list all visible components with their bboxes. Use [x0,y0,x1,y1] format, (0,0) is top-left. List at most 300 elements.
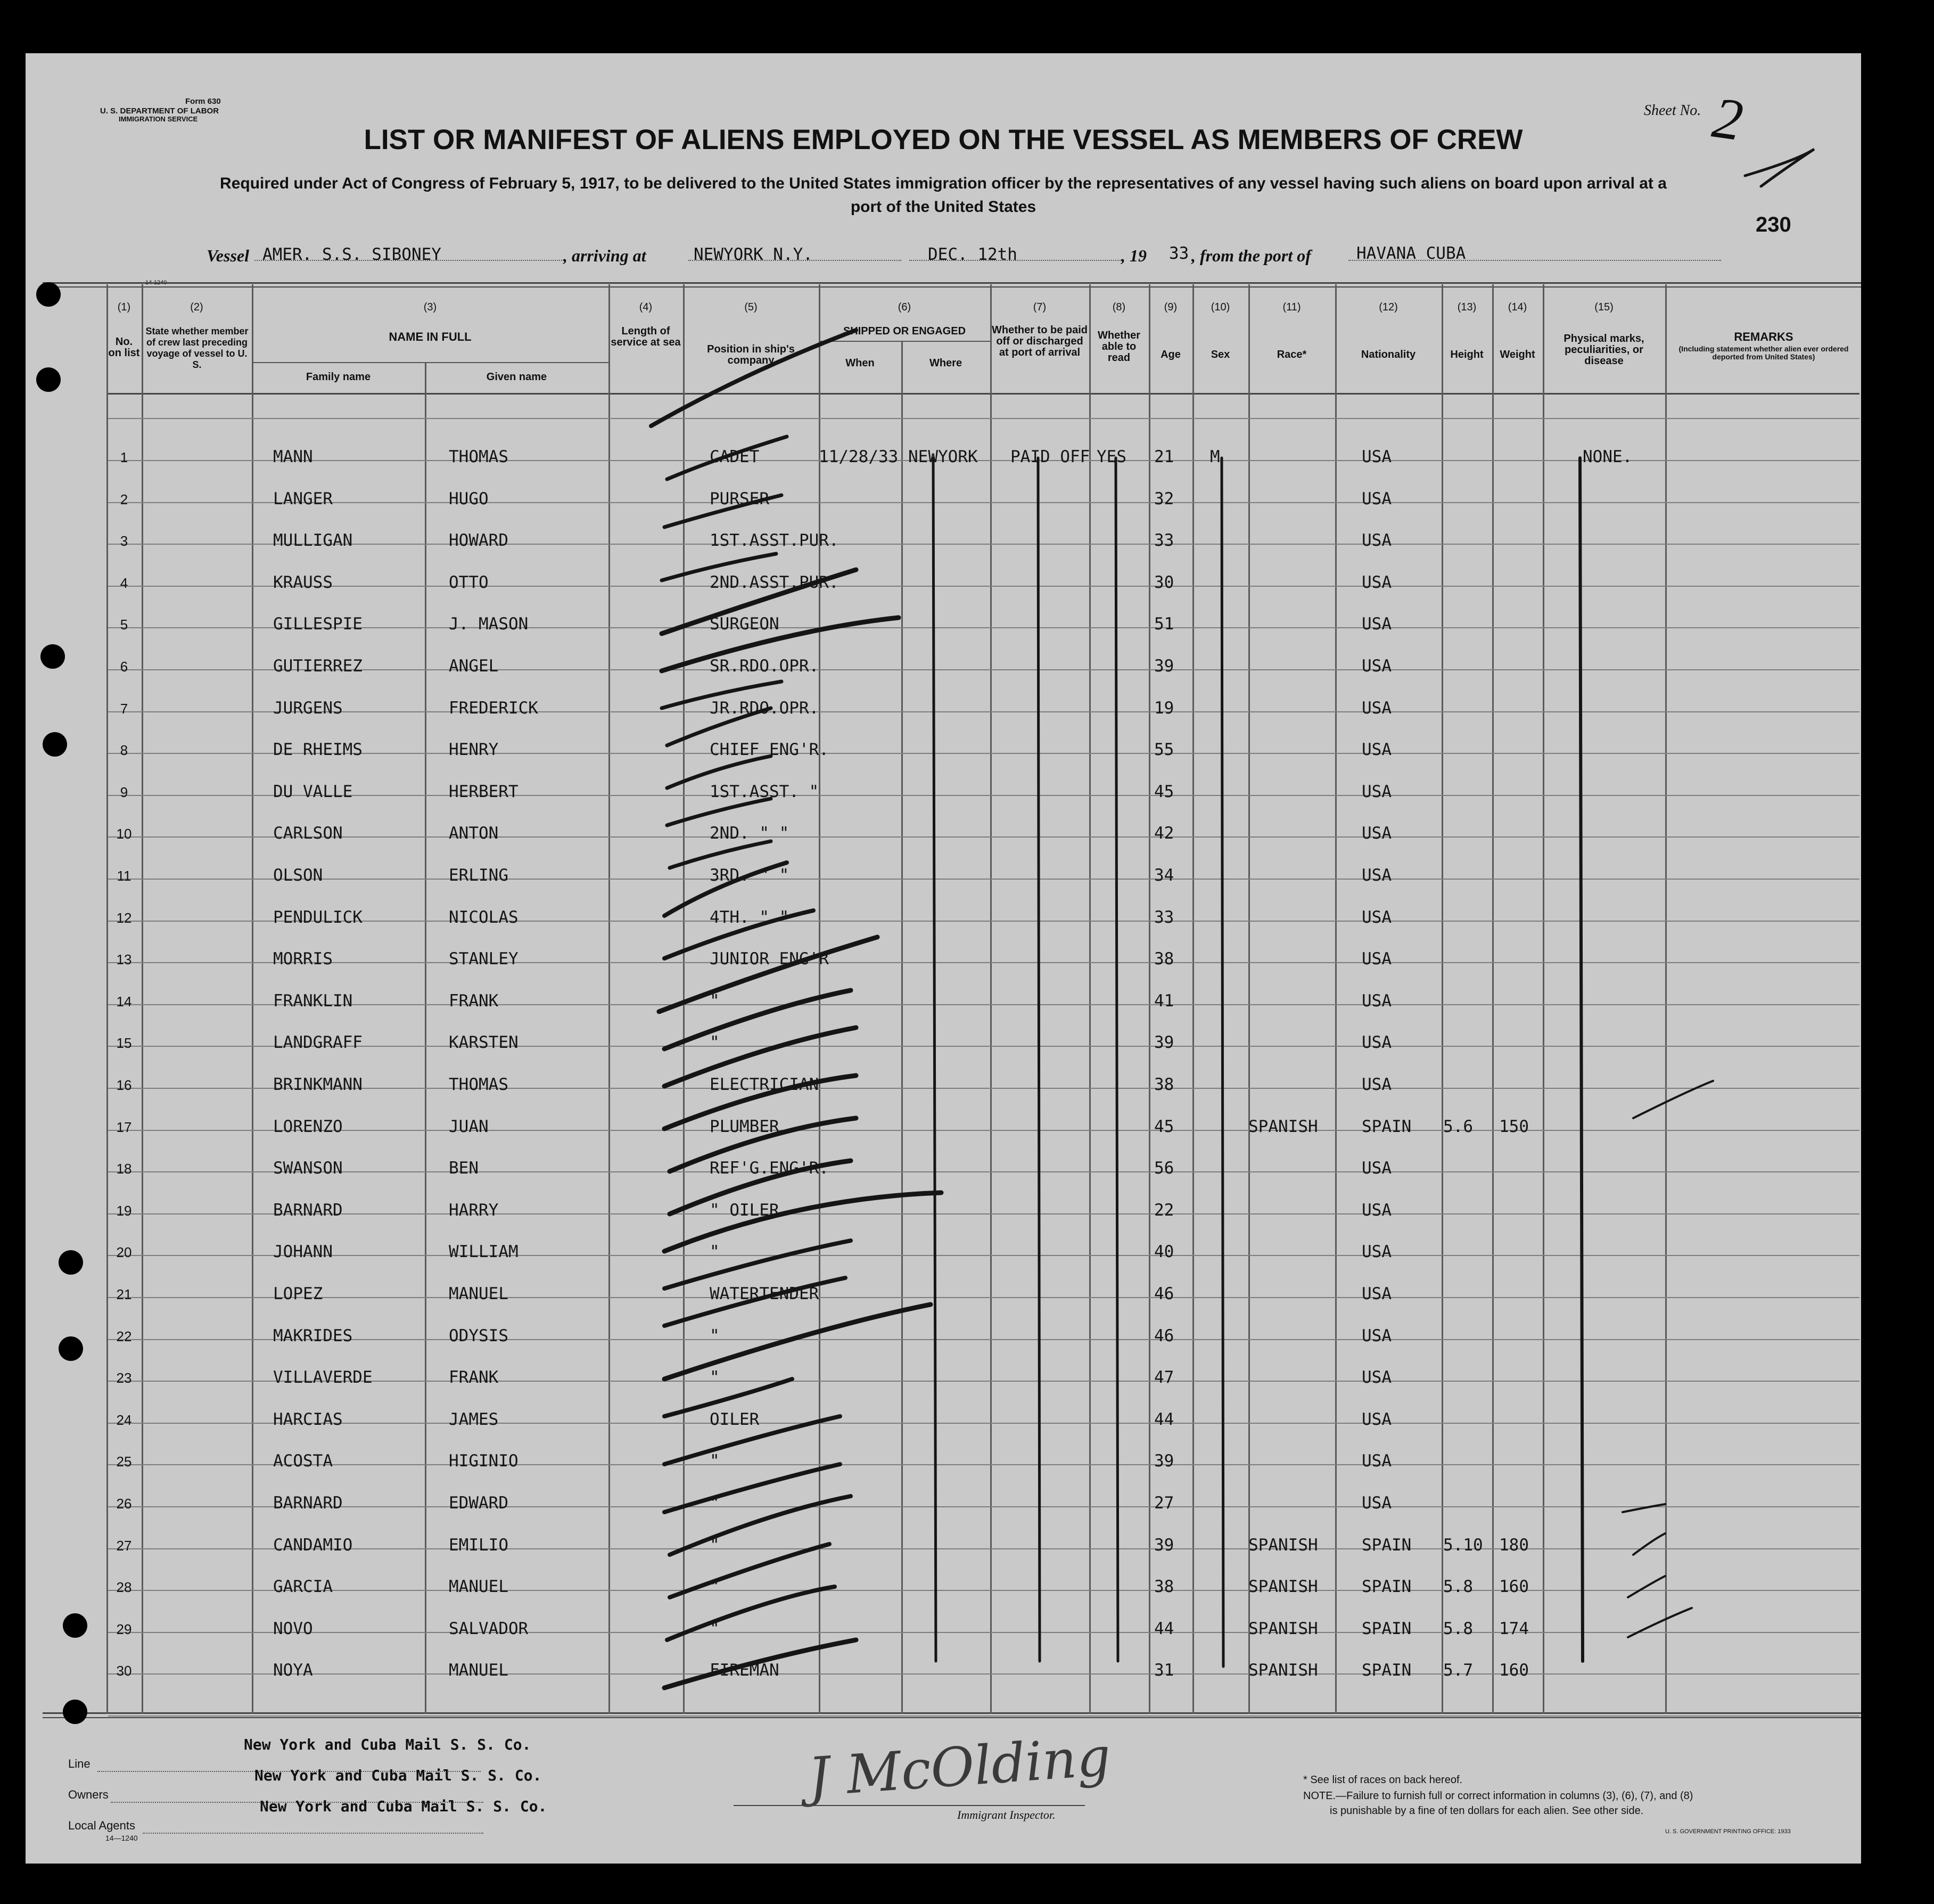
weight-cell: 160 [1499,1661,1529,1680]
col-num-11: (11) [1282,301,1301,313]
binder-hole [36,367,61,392]
age-cell: 27 [1154,1493,1174,1513]
position-cell: CADET [710,447,760,466]
ditto-stroke-read [1116,458,1118,1661]
row-number: 3 [120,533,128,549]
nationality-cell: USA [1362,949,1392,969]
penalty-note-1: NOTE.—Failure to furnish full or correct information in columns (3), (6), (7), and (8) [1303,1790,1693,1802]
header-given-name: Given name [486,371,547,383]
given-name-cell: BEN [449,1159,479,1178]
header-position: Position in ship's company [707,343,795,366]
given-name-cell: JAMES [449,1410,499,1429]
check-stroke [667,799,771,825]
agents-underline [143,1833,483,1834]
remark-tick [1633,1081,1713,1118]
given-name-cell: J. MASON [449,614,529,634]
header-weight: Weight [1500,349,1535,360]
family-name-cell: GARCIA [273,1577,333,1596]
check-stroke [670,1544,829,1597]
row-number: 6 [120,659,128,675]
nationality-cell: USA [1362,1242,1392,1261]
family-name-cell: FRANKLIN [273,991,353,1011]
position-cell: WATERTENDER [710,1284,819,1303]
col-num-13: (13) [1457,301,1477,313]
family-name-cell: BRINKMANN [273,1075,363,1094]
height-cell: 5.10 [1443,1536,1483,1555]
check-stroke [664,1416,840,1464]
check-stroke [662,570,856,634]
family-name-cell: OLSON [273,866,323,885]
nationality-cell: USA [1362,656,1392,676]
nationality-cell: USA [1362,1410,1392,1429]
binder-hole [63,1613,87,1638]
remark-tick [1628,1576,1665,1597]
position-cell: JR.RDO.OPR. [710,699,819,718]
header-height: Height [1450,349,1484,360]
binder-hole [36,282,61,307]
age-cell: 47 [1154,1368,1174,1387]
nationality-cell: USA [1362,489,1392,508]
given-name-cell: SALVADOR [449,1619,529,1638]
row-number: 22 [116,1328,132,1344]
row-number: 24 [116,1412,132,1428]
nationality-cell: USA [1362,1201,1392,1220]
printer-imprint: U. S. GOVERNMENT PRINTING OFFICE: 1933 [1665,1828,1791,1835]
age-cell: 19 [1154,699,1174,718]
line-label: Line [68,1757,90,1770]
position-cell: PLUMBER [710,1117,779,1136]
header-name-in-full: NAME IN FULL [389,330,472,343]
given-name-cell: THOMAS [449,447,508,466]
able-to-read-cell: YES [1097,447,1126,466]
page-stamp-number: 230 [1756,213,1791,236]
from-port-label: , from the port of [1191,246,1311,265]
row-number: 30 [116,1663,132,1679]
paid-off-cell: PAID OFF [1010,447,1090,466]
col-num-14: (14) [1508,301,1527,313]
age-cell: 39 [1154,1451,1174,1471]
nationality-cell: USA [1362,1033,1392,1052]
family-name-cell: LANDGRAFF [273,1033,363,1052]
agents-form-code: 14—1240 [105,1834,138,1842]
row-number: 21 [116,1286,132,1302]
col-num-10: (10) [1211,301,1230,313]
family-name-cell: GILLESPIE [273,614,363,634]
col-num-8: (8) [1112,301,1126,313]
sheet-number-handwritten: 2 [1708,84,1747,153]
nationality-cell: USA [1362,1159,1392,1178]
age-cell: 33 [1154,531,1174,550]
col-num-15: (15) [1594,301,1614,313]
family-name-cell: LANGER [273,489,333,508]
row-number: 11 [117,868,131,884]
header-race: Race* [1277,349,1307,360]
given-name-cell: FRANK [449,1368,499,1387]
position-cell: REF'G.ENG'R. [710,1159,829,1178]
given-name-cell: MANUEL [449,1284,508,1303]
position-cell: JUNIOR ENG'R [710,949,829,969]
age-cell: 39 [1154,1033,1174,1052]
check-stroke [664,863,787,916]
row-number: 18 [116,1161,132,1177]
check-stroke [667,708,771,745]
vessel-name: AMER. S.S. SIBONEY [262,245,441,264]
age-cell: 38 [1154,1075,1174,1094]
header-nationality: Nationality [1361,349,1416,360]
nationality-cell: USA [1362,908,1392,927]
nationality-cell: USA [1362,1075,1392,1094]
check-stroke [667,756,771,788]
row-number: 23 [116,1370,132,1386]
position-cell: " [710,1326,720,1345]
binder-hole [43,732,67,757]
race-cell: SPANISH [1248,1619,1318,1638]
inspector-signature: J McOlding [806,1725,1113,1809]
header-when: When [845,357,875,369]
given-name-cell: OTTO [449,573,489,592]
given-name-cell: ERLING [449,866,508,885]
age-cell: 51 [1154,614,1174,634]
position-cell: FIREMAN [710,1661,779,1680]
header-remarks-note: (Including statement whether alien ever ordered deported from United States) [1678,344,1849,361]
position-cell: OILER [710,1410,760,1429]
family-name-cell: VILLAVERDE [273,1368,373,1387]
col-num-7: (7) [1033,301,1047,313]
age-cell: 39 [1154,1536,1174,1555]
nationality-cell: USA [1362,573,1392,592]
when-cell: 11/28/33 [819,447,899,466]
nationality-cell: USA [1362,991,1392,1011]
where-cell: NEWYORK [908,447,978,466]
nationality-cell: SPAIN [1362,1117,1412,1136]
age-cell: 31 [1154,1661,1174,1680]
given-name-cell: FRANK [449,991,499,1011]
family-name-cell: NOYA [273,1661,313,1680]
header-family-name: Family name [306,371,371,383]
statute-line-2: port of the United States [850,198,1036,216]
row-number: 29 [116,1621,132,1637]
position-cell: " OILER [710,1201,779,1220]
check-stroke [662,618,899,671]
header-able-to-read: Whether able to read [1098,330,1140,364]
row-number: 19 [116,1203,132,1219]
age-cell: 42 [1154,824,1174,843]
penalty-note-2: is punishable by a fine of ten dollars for each alien. See other side. [1330,1805,1644,1817]
check-stroke [664,910,813,958]
nationality-cell: USA [1362,614,1392,634]
check-stroke [670,841,771,868]
row-number: 25 [116,1454,132,1470]
position-cell: " [710,1577,720,1596]
weight-cell: 180 [1499,1536,1529,1555]
position-cell: " [710,1368,720,1387]
nationality-cell: USA [1362,1284,1392,1303]
family-name-cell: JOHANN [273,1242,333,1261]
agents-label: Local Agents [68,1819,135,1832]
check-stroke [667,1587,835,1640]
arrival-year: 33 [1169,244,1189,263]
row-number: 16 [116,1077,132,1093]
check-stroke [664,495,781,527]
given-name-cell: THOMAS [449,1075,508,1094]
check-stroke [651,330,856,426]
remark-tick [1633,1533,1665,1555]
height-cell: 5.8 [1443,1619,1473,1638]
race-cell: SPANISH [1248,1577,1318,1596]
given-name-cell: ODYSIS [449,1326,508,1345]
sheet-number-flourish [1745,149,1814,186]
col-num-3: (3) [423,301,437,313]
given-name-cell: MANUEL [449,1661,508,1680]
given-name-cell: HERBERT [449,782,519,801]
position-cell: " [710,1536,720,1555]
family-name-cell: MAKRIDES [273,1326,353,1345]
given-name-cell: EMILIO [449,1536,508,1555]
age-cell: 41 [1154,991,1174,1011]
family-name-cell: DE RHEIMS [273,740,363,759]
age-cell: 30 [1154,573,1174,592]
family-name-cell: BARNARD [273,1201,343,1220]
row-number: 14 [116,994,132,1010]
binder-hole [59,1336,83,1361]
row-number: 15 [116,1035,132,1051]
row-number: 1 [120,449,128,465]
nationality-cell: USA [1362,824,1392,843]
weight-cell: 160 [1499,1577,1529,1596]
nationality-cell: USA [1362,1493,1392,1513]
age-cell: 55 [1154,740,1174,759]
statute-line-1: Required under Act of Congress of February 5, 1917, to be delivered to the United States immigration officer by the representatives of any vessel having such aliens on board upon arrival at a [220,175,1667,192]
family-name-cell: MANN [273,447,313,466]
age-cell: 45 [1154,782,1174,801]
nationality-cell: USA [1362,447,1392,466]
row-number: 17 [116,1119,132,1135]
binder-hole [40,644,65,669]
height-cell: 5.7 [1443,1661,1473,1680]
remark-tick [1623,1504,1665,1512]
header-sex: Sex [1211,349,1230,360]
height-cell: 5.8 [1443,1577,1473,1596]
col-num-4: (4) [639,301,653,313]
given-name-cell: HENRY [449,740,499,759]
check-stroke [664,1379,792,1416]
ditto-stroke-marks [1580,458,1583,1661]
header-remarks: REMARKS [1734,330,1793,343]
year-prefix: , 19 [1121,246,1147,265]
given-name-cell: NICOLAS [449,908,519,927]
age-cell: 56 [1154,1159,1174,1178]
family-name-cell: NOVO [273,1619,313,1638]
family-name-cell: DU VALLE [273,782,353,801]
position-cell: 1ST.ASST. " [710,782,819,801]
row-number: 2 [120,491,128,507]
weight-cell: 150 [1499,1117,1529,1136]
age-cell: 46 [1154,1284,1174,1303]
header-paid-off: Whether to be paid off or discharged at port of arrival [992,324,1088,358]
sheet-number-label: Sheet No. [1644,102,1701,119]
service-label: IMMIGRATION SERVICE [119,115,198,123]
row-number: 10 [116,826,132,842]
col-num-5: (5) [744,301,758,313]
check-stroke [667,437,787,479]
given-name-cell: ANGEL [449,656,499,676]
race-cell: SPANISH [1248,1536,1318,1555]
given-name-cell: HIGINIO [449,1451,519,1471]
row-number: 13 [116,951,132,967]
arrival-port: NEWYORK N.Y. [694,245,813,264]
position-cell: CHIEF ENG'R. [710,740,829,759]
row-number: 28 [116,1579,132,1595]
given-name-cell: WILLIAM [449,1242,519,1261]
position-cell: " [710,1451,720,1471]
handwritten-marks [26,53,1861,1864]
weight-cell: 174 [1499,1619,1529,1638]
position-cell: ELECTRICIAN [710,1075,819,1094]
row-number: 4 [120,575,128,591]
nationality-cell: SPAIN [1362,1577,1412,1596]
age-cell: 39 [1154,656,1174,676]
header-where: Where [929,357,962,369]
age-cell: 22 [1154,1201,1174,1220]
header-state-whether: State whether member of crew last preceding voyage of vessel to U. S. [145,326,249,370]
header-physical-marks: Physical marks, peculiarities, or disease [1563,333,1644,367]
age-cell: 44 [1154,1619,1174,1638]
position-cell: PURSER [710,489,769,508]
col-num-9: (9) [1164,301,1178,313]
position-cell: SR.RDO.OPR. [710,656,819,676]
family-name-cell: ACOSTA [273,1451,333,1471]
row-number: 27 [116,1538,132,1554]
given-name-cell: JUAN [449,1117,489,1136]
family-name-cell: GUTIERREZ [273,656,363,676]
family-name-cell: MORRIS [273,949,333,969]
family-name-cell: JURGENS [273,699,343,718]
age-cell: 45 [1154,1117,1174,1136]
position-cell: " [710,1033,720,1052]
agents-stamp: New York and Cuba Mail S. S. Co. [260,1798,547,1815]
check-stroke [664,1278,845,1326]
form-number: Form 630 [185,97,221,106]
position-cell: 4TH. " " [710,908,789,927]
col-num-12: (12) [1379,301,1398,313]
line-stamp: New York and Cuba Mail S. S. Co. [244,1736,531,1753]
family-name-cell: LOPEZ [273,1284,323,1303]
inspector-label: Immigrant Inspector. [957,1808,1056,1821]
given-name-cell: FREDERICK [449,699,538,718]
department-label: U. S. DEPARTMENT OF LABOR [100,106,219,116]
ditto-stroke-where [933,458,936,1661]
position-cell: " [710,1242,720,1261]
check-stroke [662,554,776,580]
nationality-cell: USA [1362,740,1392,759]
family-name-cell: CANDAMIO [273,1536,353,1555]
age-cell: 46 [1154,1326,1174,1345]
col-num-2: (2) [190,301,203,313]
nationality-cell: SPAIN [1362,1661,1412,1680]
family-name-cell: SWANSON [273,1159,343,1178]
arriving-label: , arriving at [563,246,646,265]
given-name-cell: ANTON [449,824,499,843]
header-length-of-service: Length of service at sea [611,325,681,348]
age-cell: 21 [1154,447,1174,466]
departure-port: HAVANA CUBA [1356,244,1466,263]
check-stroke [662,682,781,708]
position-cell: 2ND. " " [710,824,789,843]
col-num-6: (6) [898,301,911,313]
nationality-cell: USA [1362,866,1392,885]
given-name-cell: MANUEL [449,1577,508,1596]
position-cell: " [710,1619,720,1638]
owners-label: Owners [68,1788,109,1801]
check-stroke [664,1640,856,1688]
age-cell: 38 [1154,949,1174,969]
sex-cell: M [1210,447,1220,466]
binder-hole [63,1700,87,1724]
family-name-cell: MULLIGAN [273,531,353,550]
row-number: 5 [120,617,128,633]
age-cell: 44 [1154,1410,1174,1429]
ditto-stroke-paid [1038,458,1040,1661]
nationality-cell: SPAIN [1362,1536,1412,1555]
age-cell: 33 [1154,908,1174,927]
races-note: * See list of races on back hereof. [1303,1774,1463,1786]
family-name-cell: PENDULICK [273,908,363,927]
nationality-cell: SPAIN [1362,1619,1412,1638]
position-cell: 3RD. " " [710,866,789,885]
remark-tick [1628,1608,1692,1637]
family-name-cell: CARLSON [273,824,343,843]
inspector-underline [734,1805,1085,1806]
family-name-cell: LORENZO [273,1117,343,1136]
row-number: 7 [120,701,128,717]
header-shipped-engaged: SHIPPED OR ENGAGED [843,325,966,337]
age-cell: 38 [1154,1577,1174,1596]
nationality-cell: USA [1362,1326,1392,1345]
nationality-cell: USA [1362,1451,1392,1471]
position-cell: 1ST.ASST.PUR. [710,531,839,550]
nationality-cell: USA [1362,782,1392,801]
header-age: Age [1161,349,1181,360]
header-no-on-list: No. on list [108,336,140,359]
row-number: 12 [116,910,132,926]
nationality-cell: USA [1362,531,1392,550]
position-cell: 2ND.ASST.PUR. [710,573,839,592]
position-cell: " [710,1493,720,1513]
col-num-1: (1) [117,301,131,313]
given-name-cell: EDWARD [449,1493,508,1513]
given-name-cell: HARRY [449,1201,499,1220]
given-name-cell: HOWARD [449,531,508,550]
given-name-cell: STANLEY [449,949,519,969]
manifest-sheet [26,53,1861,1864]
age-cell: 40 [1154,1242,1174,1261]
age-cell: 34 [1154,866,1174,885]
page-title: LIST OR MANIFEST OF ALIENS EMPLOYED ON THE VESSEL AS MEMBERS OF CREW [364,124,1523,155]
owners-stamp: New York and Cuba Mail S. S. Co. [254,1767,542,1784]
family-name-cell: KRAUSS [273,573,333,592]
arrival-date: DEC. 12th [928,245,1017,264]
row-number: 20 [116,1244,132,1260]
position-cell: " [710,991,720,1011]
position-cell: SURGEON [710,614,779,634]
race-cell: SPANISH [1248,1661,1318,1680]
binder-hole [59,1250,83,1275]
row-number: 9 [120,784,128,800]
given-name-cell: HUGO [449,489,489,508]
nationality-cell: USA [1362,699,1392,718]
vessel-label: Vessel [207,246,249,265]
given-name-cell: KARSTEN [449,1033,519,1052]
